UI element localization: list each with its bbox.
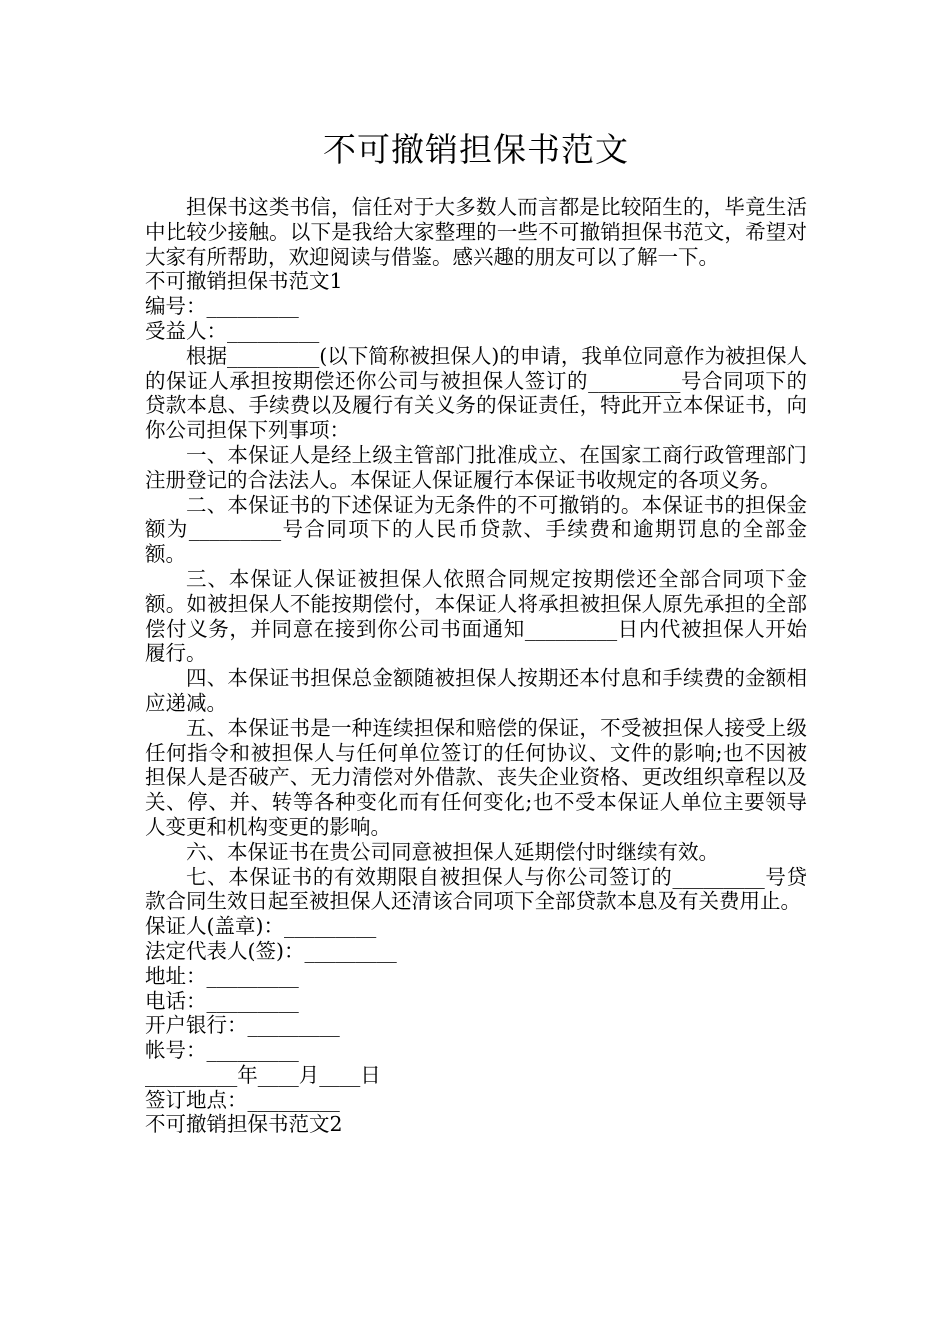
legal-representative-line: 法定代表人(签)：_________ xyxy=(145,938,397,963)
number-line: 编号：_________ xyxy=(145,294,299,319)
phone-line: 电话：_________ xyxy=(145,988,299,1013)
bank-line: 开户银行：_________ xyxy=(145,1013,340,1038)
clause-1: 一、本保证人是经上级主管部门批准成立、在国家工商行政管理部门注册登记的合法法人。本保证人保证履行本保证书收规定的各项义务。 xyxy=(145,442,807,492)
clause-5: 五、本保证书是一种连续担保和赔偿的保证，不受被担保人接受上级任何指令和被担保人与任何单位签订的任何协议、文件的影响;也不因被担保人是否破产、无力清偿对外借款、丧失企业资格、更改组织章程以及关、停、并、转等各种变化而有任何变化;也不受本保证人单位主要领导人变更和机构变更的影响。 xyxy=(145,715,807,839)
guarantor-line: 保证人(盖章)：_________ xyxy=(145,914,377,939)
account-line: 帐号：_________ xyxy=(145,1038,299,1063)
basis-paragraph: 根据_________(以下简称被担保人)的申请，我单位同意作为被担保人的保证人承担按期偿还你公司与被担保人签订的_________号合同项下的贷款本息、手续费以及履行有关义务的保证责任，特此开立本保证书，向你公司担保下列事项： xyxy=(145,343,807,443)
signing-place-line: 签订地点：_________ xyxy=(145,1087,340,1112)
clause-4: 四、本保证书担保总金额随被担保人按期还本付息和手续费的金额相应递减。 xyxy=(145,666,807,715)
intro-paragraph: 担保书这类书信，信任对于大多数人而言都是比较陌生的，毕竟生活中比较少接触。以下是我给大家整理的一些不可撤销担保书范文，希望对大家有所帮助，欢迎阅读与借鉴。感兴趣的朋友可以了解一下。 xyxy=(145,195,807,269)
date-line: _________年____月____日 xyxy=(145,1062,381,1087)
clause-6: 六、本保证书在贵公司同意被担保人延期偿付时继续有效。 xyxy=(186,839,719,864)
section1-heading: 不可撤销担保书范文1 xyxy=(145,269,343,294)
clause-2: 二、本保证书的下述保证为无条件的不可撤销的。本保证书的担保金额为_________号合同项下的人民币贷款、手续费和逾期罚息的全部金额。 xyxy=(145,492,807,567)
document-body xyxy=(145,195,807,1137)
document-title: 不可撤销担保书范文 xyxy=(323,130,629,169)
section2-heading: 不可撤销担保书范文2 xyxy=(145,1112,343,1137)
clause-7: 七、本保证书的有效期限自被担保人与你公司签订的_________号贷款合同生效日起至被担保人还清该合同项下全部贷款本息及有关费用止。 xyxy=(145,864,807,914)
beneficiary-line: 受益人：_________ xyxy=(145,318,320,343)
address-line: 地址：_________ xyxy=(145,963,299,988)
clause-3: 三、本保证人保证被担保人依照合同规定按期偿还全部合同项下金额。如被担保人不能按期偿付，本保证人将承担被担保人原先承担的全部偿付义务，并同意在接到你公司书面通知_________日内代被担保人开始履行。 xyxy=(145,566,807,666)
